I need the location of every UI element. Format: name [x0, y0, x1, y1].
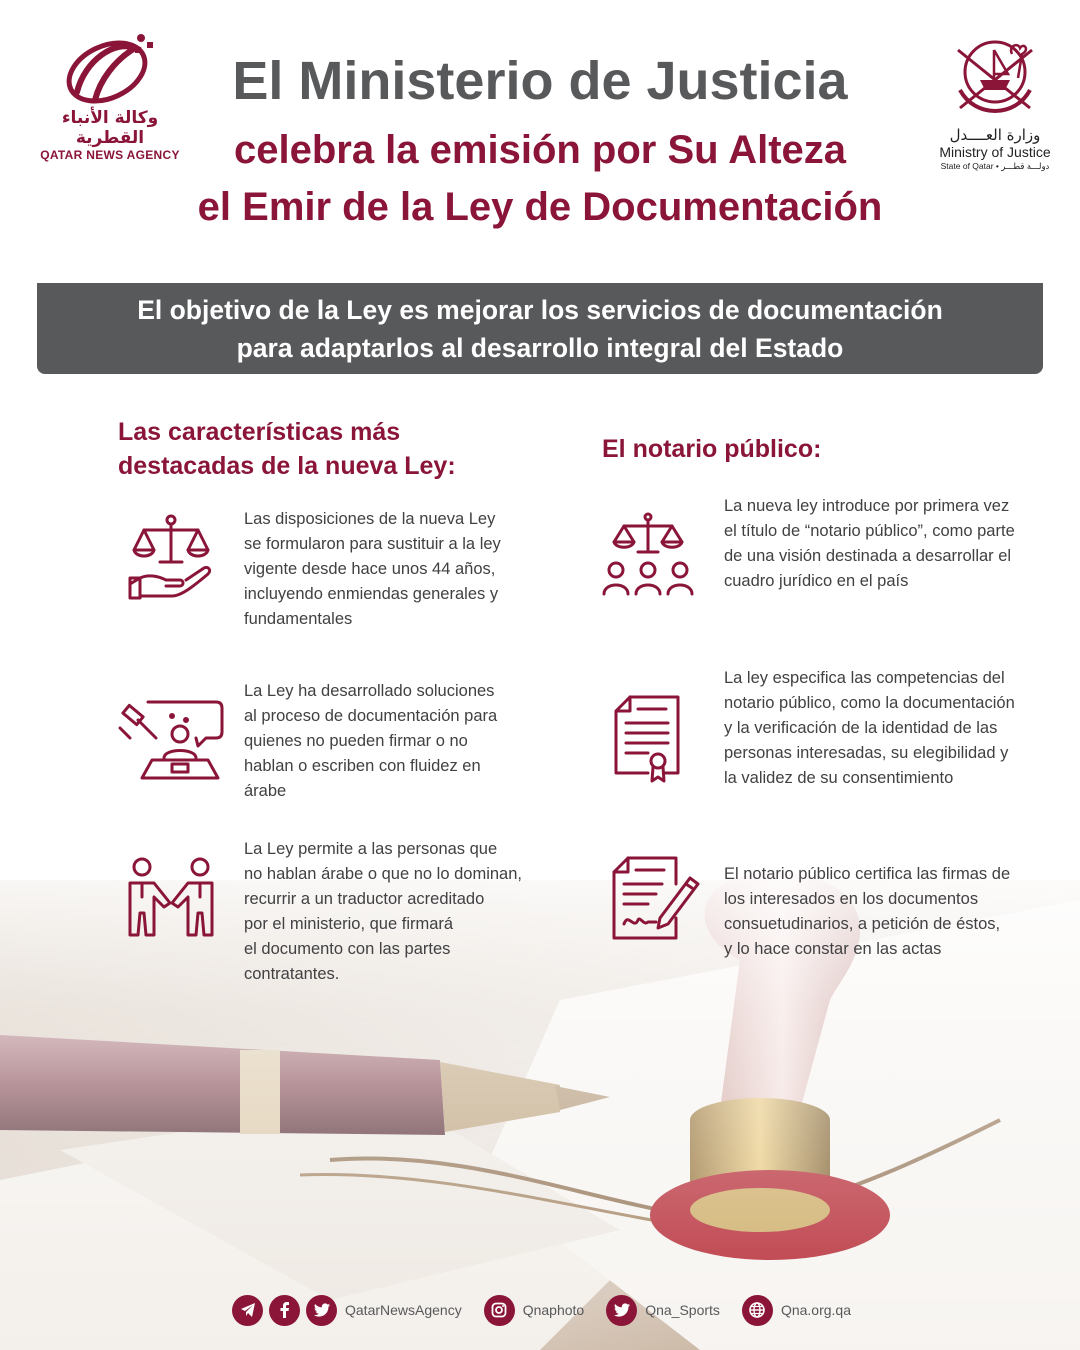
page-subtitle-line2: el Emir de la Ley de Documentación: [197, 185, 883, 229]
page-title: El Ministerio de Justicia: [232, 51, 848, 111]
left-item-3-line: La Ley permite a las personas que: [244, 840, 498, 858]
social-handle[interactable]: Qna_Sports: [645, 1302, 720, 1318]
moj-state-label: State of Qatar • دولـــة قطـــر: [940, 161, 1050, 171]
left-item-3-line: contratantes.: [244, 965, 340, 983]
right-item-2-line: personas interesadas, su elegibilidad y: [724, 744, 1009, 762]
right-item-1-line: de una visión destinada a desarrollar el: [724, 547, 1012, 565]
right-item-2-line: notario público, como la documentación: [724, 694, 1015, 712]
left-item-2-text: [244, 679, 497, 804]
left-item-1-line: incluyendo enmiendas generales y: [244, 585, 499, 603]
twitter-icon[interactable]: [606, 1295, 637, 1326]
certificate-document-icon: [612, 693, 684, 785]
instagram-icon[interactable]: [484, 1295, 515, 1326]
right-item-1-text: [724, 494, 1015, 594]
left-item-2-line: hablan o escriben con fluidez en: [244, 757, 481, 775]
right-item-1-line: La nueva ley introduce por primera vez: [724, 497, 1010, 515]
right-item-2-text: [724, 666, 1015, 791]
objective-banner: [37, 283, 1043, 374]
scale-people-icon: [602, 512, 694, 600]
left-item-2-line: quienes no pueden firmar o no: [244, 732, 468, 750]
moj-english-name: Ministry of Justice: [939, 144, 1051, 160]
left-column-title-line1: Las características más: [118, 418, 401, 446]
left-item-1-text: [244, 507, 501, 632]
right-item-1-line: el título de “notario público”, como parte: [724, 522, 1015, 540]
page-subtitle-line1: celebra la emisión por Su Alteza: [233, 128, 847, 172]
twitter-icon[interactable]: [306, 1295, 337, 1326]
objective-line1: El objetivo de la Ley es mejorar los servicios de documentación: [137, 295, 943, 325]
moj-logo: [930, 30, 1060, 180]
right-item-2-line: la validez de su consentimiento: [724, 769, 954, 787]
social-footer: [232, 1288, 873, 1332]
judge-gavel-speech-icon: [116, 698, 226, 782]
telegram-icon[interactable]: [232, 1295, 263, 1326]
left-item-3-text: [244, 837, 522, 987]
left-item-1-line: vigente desde hace unos 44 años,: [244, 560, 496, 578]
social-handle[interactable]: Qna.org.qa: [780, 1302, 851, 1318]
right-item-3-text: [724, 862, 1010, 962]
left-item-3-line: recurrir a un traductor acreditado: [244, 890, 485, 908]
left-item-1-line: Las disposiciones de la nueva Ley: [244, 510, 496, 528]
right-item-3-line: los interesados en los documentos: [724, 890, 979, 908]
right-item-1-line: cuadro jurídico en el país: [724, 572, 909, 590]
right-item-2-line: y la verificación de la identidad de las: [724, 719, 998, 737]
qna-arabic-name: وكالة الأنباء القطرية: [61, 108, 159, 148]
objective-line2: para adaptarlos al desarrollo integral del Estado: [236, 333, 844, 363]
right-item-3-line: consuetudinarios, a petición de éstos,: [724, 915, 1001, 933]
qna-emblem-icon: [55, 30, 165, 106]
right-item-2-line: La ley especifica las competencias del: [724, 669, 1005, 687]
moj-arabic-name: وزارة العــــدل: [949, 126, 1041, 144]
left-item-1-line: fundamentales: [244, 610, 353, 628]
justice-scale-hand-icon: [126, 512, 216, 602]
left-item-3-line: el documento con las partes: [244, 940, 451, 958]
left-item-2-line: árabe: [244, 782, 287, 800]
left-item-2-line: La Ley ha desarrollado soluciones: [244, 682, 495, 700]
left-item-2-line: al proceso de documentación para: [244, 707, 498, 725]
qna-english-name: QATAR NEWS AGENCY: [40, 148, 180, 162]
left-column-title: [118, 415, 456, 483]
left-item-1-line: se formularon para sustituir a la ley: [244, 535, 501, 553]
social-handle[interactable]: QatarNewsAgency: [345, 1302, 462, 1318]
right-column-title: El notario público:: [602, 435, 822, 463]
left-item-3-line: no hablan árabe o que no lo dominan,: [244, 865, 522, 883]
left-item-3-line: por el ministerio, que firmará: [244, 915, 454, 933]
qatar-emblem-icon: [950, 30, 1040, 122]
facebook-icon[interactable]: [269, 1295, 300, 1326]
handshake-people-icon: [124, 857, 218, 939]
left-column-title-line2: destacadas de la nueva Ley:: [118, 452, 456, 480]
right-item-3-line: y lo hace constar en las actas: [724, 940, 942, 958]
qna-logo: [40, 30, 180, 160]
globe-icon[interactable]: [742, 1295, 773, 1326]
right-item-3-line: El notario público certifica las firmas de: [724, 865, 1011, 883]
signed-document-pen-icon: [610, 854, 702, 942]
social-handle[interactable]: Qnaphoto: [522, 1302, 585, 1318]
